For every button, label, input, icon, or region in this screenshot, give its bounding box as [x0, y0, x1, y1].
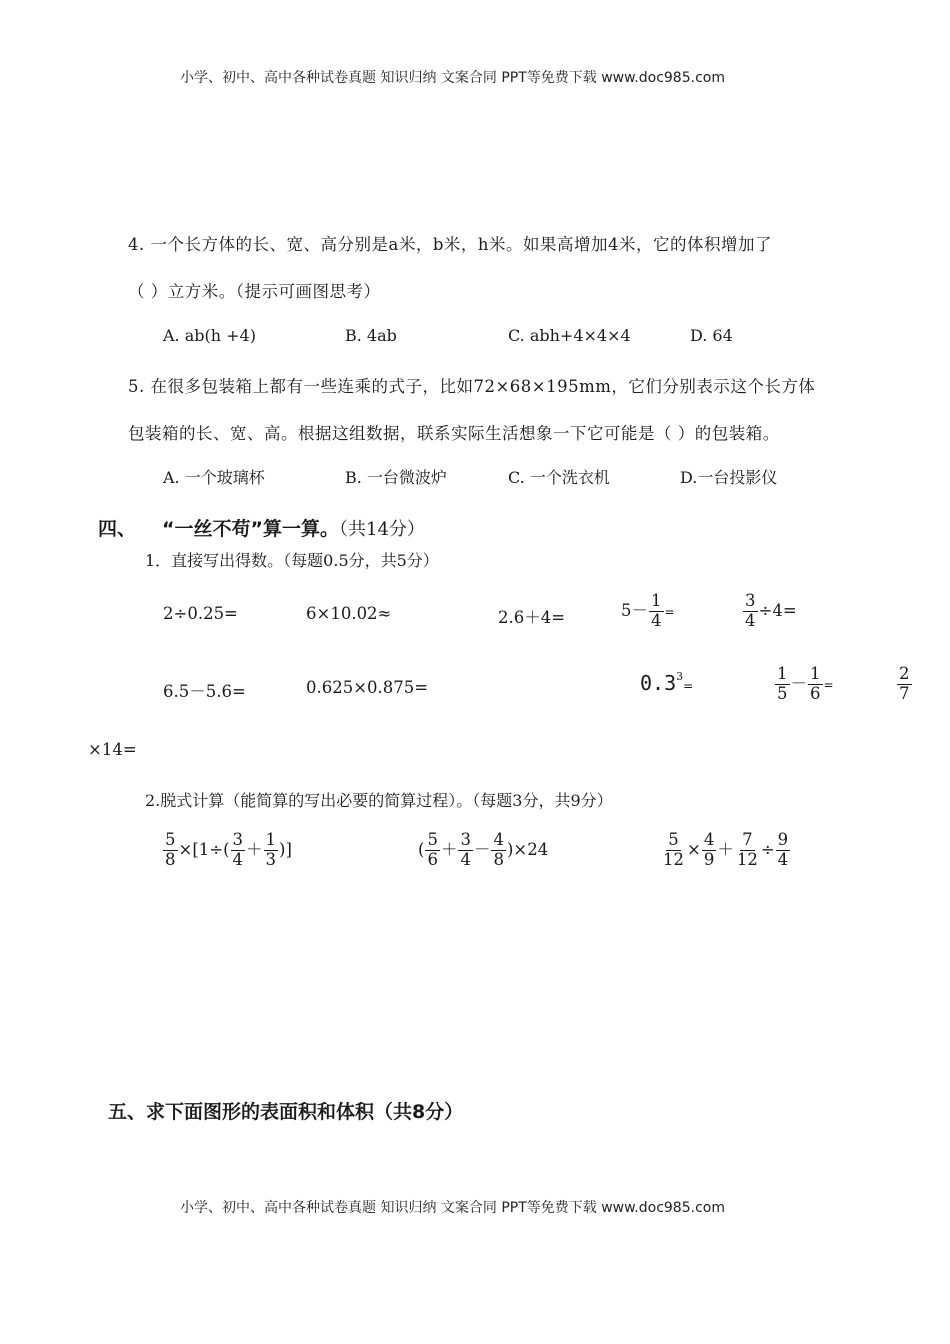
text: )]	[279, 839, 292, 859]
text: (	[418, 839, 425, 859]
direct-expr-10-rest: ×14=	[88, 740, 137, 759]
section-4-sub2: 2.脱式计算（能简算的写出必要的简算过程）。（每题3分，共9分）	[145, 791, 613, 810]
denominator: 4	[651, 610, 662, 630]
operator: ＋	[717, 839, 734, 859]
denominator: 8	[165, 849, 176, 869]
q5-line1: 5. 在很多包装箱上都有一些连乘的式子，比如72×68×195mm，它们分别表示这个长方体	[128, 377, 816, 396]
section-4-title: “一丝不苟”算一算。	[162, 518, 339, 540]
denominator: 4	[460, 849, 471, 869]
power-exponent: 3	[676, 670, 684, 683]
denominator: 12	[736, 849, 758, 869]
direct-expr-9	[774, 665, 834, 704]
direct-expr-7: 0.625×0.875=	[306, 678, 429, 697]
numerator: 9	[777, 830, 789, 849]
fraction	[163, 831, 178, 870]
numerator: 1	[777, 664, 788, 683]
operator: －	[790, 673, 807, 693]
equals: =	[823, 677, 834, 692]
calc-expr-2	[418, 831, 548, 870]
fraction	[808, 665, 823, 704]
fraction	[661, 831, 686, 870]
q4-option-a: A. ab(h +4)	[163, 326, 256, 345]
page-footer: 小学、初中、高中各种试卷真题 知识归纳 文案合同 PPT等免费下载 www.doc985.com	[180, 1200, 725, 1216]
numerator: 1	[810, 664, 821, 683]
operator: ＋	[440, 839, 458, 859]
numerator: 5	[427, 830, 438, 849]
denominator: 5	[777, 683, 788, 703]
direct-expr-5	[742, 592, 797, 631]
denominator: 4	[232, 849, 244, 869]
section-5-heading: 五、求下面图形的表面积和体积（共8分）	[108, 1101, 464, 1123]
q4-option-b: B. 4ab	[345, 326, 397, 345]
q5-option-a: A. 一个玻璃杯	[163, 468, 265, 487]
q4-line2: （ ）立方米。（提示可画图思考）	[128, 282, 381, 301]
fraction	[735, 831, 760, 870]
text: ×[1÷(	[178, 839, 230, 859]
direct-expr-2: 6×10.02≈	[306, 604, 392, 623]
q4-line1: 4. 一个长方体的长、宽、高分别是a米，b米，h米。如果高增加4米，它的体积增加了	[128, 235, 773, 254]
q4-option-c: C. abh+4×4×4	[508, 326, 631, 345]
numerator: 3	[460, 830, 471, 849]
calc-expr-3	[660, 831, 791, 870]
direct-expr-1: 2÷0.25=	[163, 604, 238, 623]
numerator: 1	[265, 830, 277, 849]
operator: ＋	[246, 839, 263, 859]
numerator: 3	[745, 591, 756, 610]
fraction	[649, 592, 664, 631]
section-4-points: （共14分）	[339, 519, 425, 540]
fraction	[264, 831, 279, 870]
page-header: 小学、初中、高中各种试卷真题 知识归纳 文案合同 PPT等免费下载 www.doc985.com	[180, 70, 725, 86]
calc-expr-1	[162, 831, 292, 870]
numerator: 2	[899, 664, 910, 683]
denominator: 12	[663, 849, 684, 869]
operator: －	[473, 839, 491, 859]
section-4-heading	[98, 514, 425, 541]
section-4-number: 四、	[98, 518, 137, 540]
power-base: 0.3	[640, 671, 677, 695]
denominator: 8	[493, 849, 504, 869]
text: )×24	[506, 839, 549, 859]
denominator: 6	[427, 849, 438, 869]
fraction	[776, 831, 791, 870]
fraction	[775, 665, 790, 704]
numerator: 4	[493, 830, 504, 849]
q5-option-c: C. 一个洗衣机	[508, 468, 610, 487]
fraction	[897, 665, 912, 704]
equals: =	[683, 679, 694, 693]
operator: ×	[687, 839, 701, 859]
equals: =	[664, 604, 675, 619]
text: ÷4=	[758, 600, 797, 620]
text: 5－	[621, 600, 648, 620]
operator: ÷	[760, 839, 775, 859]
fraction	[231, 831, 246, 870]
numerator: 1	[651, 591, 662, 610]
denominator: 9	[703, 849, 715, 869]
direct-expr-6: 6.5－5.6=	[163, 682, 246, 701]
fraction	[458, 831, 473, 870]
direct-expr-3: 2.6＋4=	[498, 608, 566, 627]
numerator: 4	[703, 830, 715, 849]
numerator: 7	[742, 830, 753, 849]
denominator: 4	[745, 610, 756, 630]
fraction	[425, 831, 440, 870]
fraction	[491, 831, 506, 870]
section-4-sub1: 1．直接写出得数。（每题0.5分，共5分）	[145, 551, 439, 570]
denominator: 6	[810, 683, 821, 703]
denominator: 3	[265, 849, 277, 869]
q5-option-d: D.一台投影仪	[680, 468, 778, 487]
q4-option-d: D. 64	[690, 326, 733, 345]
direct-expr-8	[640, 670, 693, 695]
q5-line2: 包装箱的长、宽、高。根据这组数据，联系实际生活想象一下它可能是（ ）的包装箱。	[128, 424, 780, 443]
fraction	[702, 831, 717, 870]
direct-expr-10-fraction	[896, 665, 913, 704]
fraction	[743, 592, 758, 631]
numerator: 3	[232, 830, 244, 849]
denominator: 7	[899, 683, 910, 703]
direct-expr-4	[621, 592, 675, 631]
denominator: 4	[777, 849, 789, 869]
numerator: 5	[668, 830, 679, 849]
q5-option-b: B. 一台微波炉	[345, 468, 447, 487]
numerator: 5	[165, 830, 176, 849]
